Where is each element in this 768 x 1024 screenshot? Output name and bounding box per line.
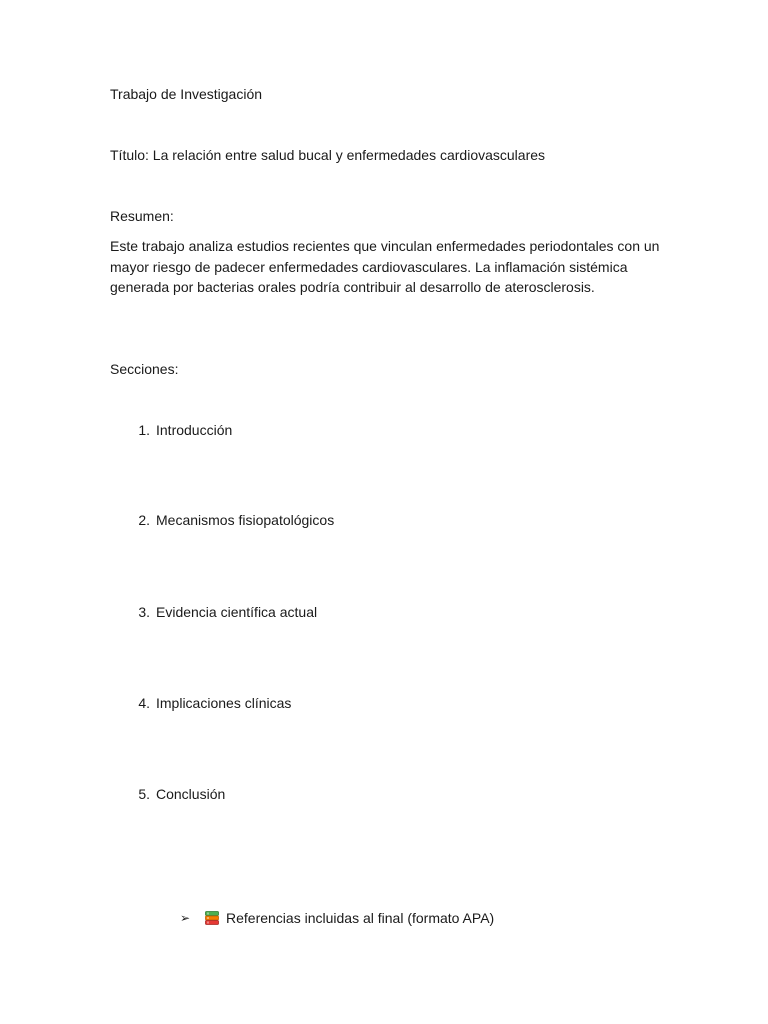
section-label: Introducción	[156, 422, 233, 438]
section-label: Mecanismos fisiopatológicos	[156, 512, 335, 528]
section-number: 3.	[138, 604, 150, 620]
section-number: 1.	[138, 422, 150, 438]
section-number: 5.	[138, 786, 150, 802]
section-label: Conclusión	[156, 786, 226, 802]
arrow-bullet-icon: ➢	[180, 911, 191, 925]
section-number: 4.	[138, 695, 150, 711]
sections-heading: Secciones:	[110, 361, 179, 377]
section-label: Evidencia científica actual	[156, 604, 318, 620]
section-number: 2.	[138, 512, 150, 528]
document-title: Título: La relación entre salud bucal y enfermedades cardiovasculares	[110, 147, 546, 163]
section-label: Implicaciones clínicas	[156, 695, 292, 711]
summary-body: Este trabajo analiza estudios recientes que vinculan enfermedades periodontales con un mayor riesgo de padecer enfermedades cardiovasculares. La inflamación sistémica generada por bacterias orales podría contribuir al desarrollo de aterosclerosis.	[110, 238, 660, 295]
references-text: Referencias incluidas al final (formato APA)	[226, 910, 495, 926]
books-icon	[204, 910, 220, 926]
summary-heading: Resumen:	[110, 208, 174, 224]
document-header: Trabajo de Investigación	[110, 86, 263, 102]
